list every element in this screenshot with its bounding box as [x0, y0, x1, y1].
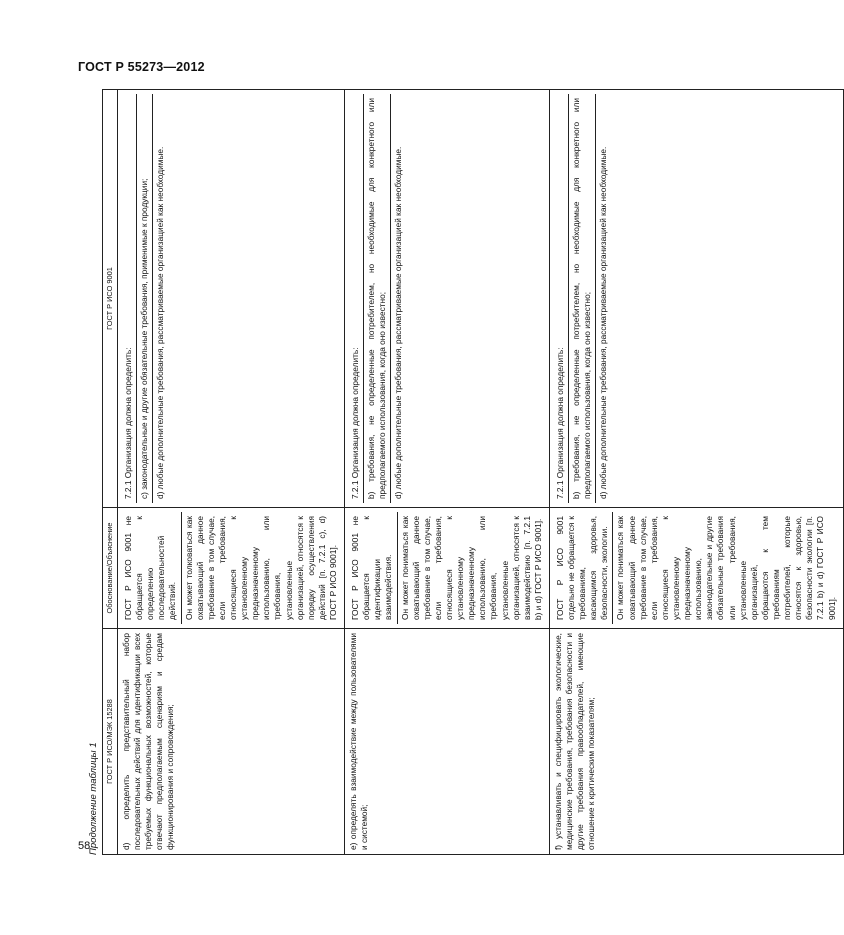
- iso9001-paragraph: b) требования, не определенные потребителем, но необходимые для конкретного или предполагаемого использования, когда оно известно;: [363, 94, 390, 503]
- iso9001-paragraph: 7.2.1 Организация должна определить:: [123, 347, 133, 499]
- rotated-table-sheet: [82, 80, 837, 855]
- rationale-paragraph: Он может пониматься как охватывающий данное требование в том случае, если требования, относящиеся к установленному предназначенному использованию, или требования, установленные организацией, относятся к взаимодействию [п. 7.2.1 b) и d) ГОСТ Р ИСО 9001].: [397, 512, 546, 624]
- rationale-paragraph: Он может пониматься как охватывающий данное требование в том случае, если требования, относящиеся к установленному предназначенному использованию, законодательные и другие обязательные требования или требования, установленные организацией, обращаются к тем требованиям потребителей, которые относятся к здоровью, безопасности экологии [п. 7.2.1 b) и d) ГОСТ Р ИСО 9001].: [612, 512, 839, 624]
- rationale-cell: [549, 508, 843, 629]
- requirement-cell: d) определить представительный набор последовательных действий для идентификации всех требуемых функциональных возможностей, которые отвечают предполагаемым сценариям и средам функционирования и сопровождения;: [118, 629, 345, 855]
- rationale-paragraph: ГОСТ Р ИСО 9001 не обращается к идентификации взаимодействия.: [350, 516, 394, 620]
- rationale-paragraph: Он может толковаться как охватывающий данное требование в том случае, если требования, относящиеся к установленному предназначенному использованию, или требования, установленные организацией, относятся к порядку осуществления действий [п. 7.2.1 с), d) ГОСТ Р ИСО 9001].: [181, 512, 342, 624]
- table-row: [345, 90, 550, 855]
- iso9001-cell: [345, 90, 550, 508]
- iso9001-paragraph: d) любые дополнительные требования, рассматриваемые организацией как необходимые.: [390, 94, 406, 503]
- rationale-cell: [118, 508, 345, 629]
- iso9001-paragraph: d) любые дополнительные требования, рассматриваемые организацией как необходимые.: [595, 94, 611, 503]
- iso9001-paragraph: 7.2.1 Организация должна определить:: [350, 347, 361, 499]
- iso9001-cell: [549, 90, 843, 508]
- document-header: ГОСТ Р 55273—2012: [78, 60, 205, 74]
- requirement-cell: f) устанавливать и специфицировать экологические, медицинские требования, требования безопасности и другие требования правообладателей, имеющие отношение к критическим показателям;: [549, 629, 843, 855]
- rationale-paragraph: ГОСТ Р ИСО 9001 отдельно не обращается к требованиям, касающимся здоровья, безопасности, экологии.: [554, 516, 610, 620]
- iso9001-paragraph: d) любые дополнительные требования, рассматриваемые организацией как необходимые.: [152, 94, 168, 503]
- table-row: [118, 90, 345, 855]
- column-header-9001: ГОСТ Р ИСО 9001: [103, 90, 118, 508]
- iso9001-paragraph: b) требования, не определенные потребителем, но необходимые для конкретного или предполагаемого использования, когда оно известно;: [568, 94, 595, 503]
- column-header-rationale: Обоснование/Объяснение: [103, 508, 118, 629]
- iso9001-paragraph: 7.2.1 Организация должна определить:: [554, 347, 565, 499]
- rationale-cell: [345, 508, 550, 629]
- column-header-15288: ГОСТ Р ИСО/МЭК 15288: [103, 629, 118, 855]
- table-row: [549, 90, 843, 855]
- rationale-paragraph: ГОСТ Р ИСО 9001 не обращается к определению последовательностей действий.: [123, 516, 178, 620]
- page-number: 58: [78, 840, 91, 852]
- iso9001-cell: [118, 90, 345, 508]
- table-header-row: [103, 90, 118, 855]
- requirement-cell: е) определять взаимодействие между пользователями и системой;: [345, 629, 550, 855]
- iso9001-paragraph: с) законодательные и другие обязательные требования, применимые к продукции;: [136, 94, 152, 503]
- table-caption: Продолжение таблицы 1: [88, 742, 99, 855]
- comparison-table: [102, 89, 844, 855]
